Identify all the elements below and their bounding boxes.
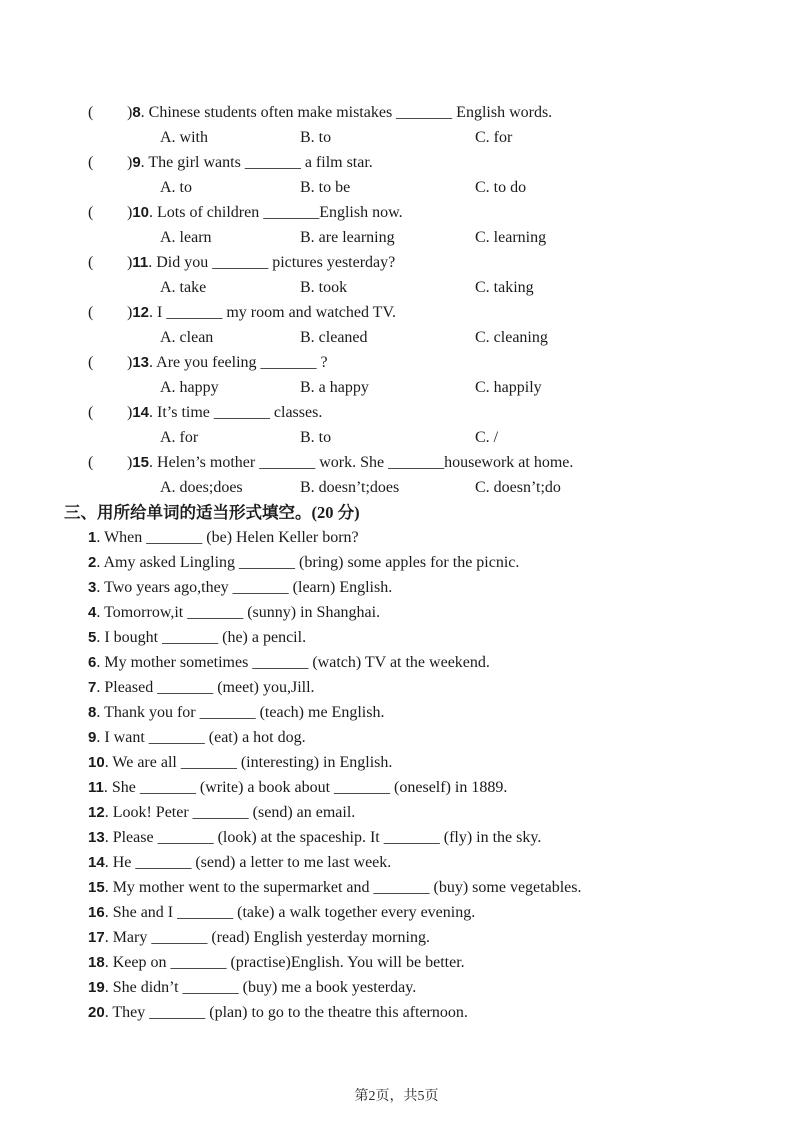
fill-question-7: 7. Pleased _______ (meet) you,Jill. bbox=[88, 679, 315, 696]
fill-question-5: 5. I bought _______ (he) a pencil. bbox=[88, 629, 307, 646]
option-a: A. learn bbox=[160, 229, 212, 246]
question-text: Thank you for _______ (teach) me English. bbox=[104, 704, 385, 721]
question-stem: I _______ my room and watched TV. bbox=[157, 304, 396, 321]
fill-question-19: 19. She didn’t _______ (buy) me a book yesterday. bbox=[88, 979, 417, 996]
option-b: B. took bbox=[300, 279, 348, 296]
question-number: 10 bbox=[132, 204, 150, 221]
question-number: 7 bbox=[88, 679, 97, 696]
answer-bracket-open: ( bbox=[88, 154, 94, 171]
answer-bracket-open: ( bbox=[88, 254, 94, 271]
question-text: He _______ (send) a letter to me last week. bbox=[112, 854, 392, 871]
question-text: She didn’t _______ (buy) me a book yesterday. bbox=[112, 979, 417, 996]
answer-bracket-close: ) bbox=[127, 154, 133, 171]
question-number: 17 bbox=[88, 929, 105, 946]
option-b: B. are learning bbox=[300, 229, 395, 246]
question-number: 19 bbox=[88, 979, 105, 996]
question-number: 20 bbox=[88, 1004, 105, 1021]
option-c: C. cleaning bbox=[475, 329, 548, 346]
option-a: A. happy bbox=[160, 379, 219, 396]
question-number: 1 bbox=[88, 529, 97, 546]
fill-question-13: 13. Please _______ (look) at the spaceship. It _______ (fly) in the sky. bbox=[88, 829, 542, 846]
mcq-question-12: ( )12. I _______ my room and watched TV. bbox=[0, 300, 793, 325]
answer-bracket-close: ) bbox=[127, 104, 133, 121]
question-text: Keep on _______ (practise)English. You will be better. bbox=[112, 954, 465, 971]
question-text: I want _______ (eat) a hot dog. bbox=[104, 729, 306, 746]
mcq-options-9 bbox=[0, 175, 793, 200]
option-a: A. for bbox=[160, 429, 199, 446]
question-text: They _______ (plan) to go to the theatre this afternoon. bbox=[112, 1004, 468, 1021]
question-stem: Lots of children _______English now. bbox=[157, 204, 403, 221]
answer-bracket-open: ( bbox=[88, 354, 94, 371]
question-number: 15 bbox=[88, 879, 105, 896]
fill-question-17: 17. Mary _______ (read) English yesterday morning. bbox=[88, 929, 430, 946]
question-number: 5 bbox=[88, 629, 97, 646]
mcq-options-11 bbox=[0, 275, 793, 300]
question-text: Tomorrow,it _______ (sunny) in Shanghai. bbox=[104, 604, 381, 621]
fill-question-10: 10. We are all _______ (interesting) in English. bbox=[88, 754, 393, 771]
question-stem: Are you feeling _______ ? bbox=[156, 354, 328, 371]
fill-question-20: 20. They _______ (plan) to go to the theatre this afternoon. bbox=[88, 1004, 468, 1021]
mcq-options-13 bbox=[0, 375, 793, 400]
option-a: A. with bbox=[160, 129, 208, 146]
question-text: Look! Peter _______ (send) an email. bbox=[112, 804, 356, 821]
question-number: 9 bbox=[132, 154, 141, 171]
exam-content bbox=[0, 100, 793, 1025]
option-c: C. learning bbox=[475, 229, 547, 246]
fill-question-6: 6. My mother sometimes _______ (watch) TV at the weekend. bbox=[88, 654, 490, 671]
answer-bracket-close: ) bbox=[127, 254, 133, 271]
mcq-question-8: ( )8. Chinese students often make mistakes _______ English words. bbox=[0, 100, 793, 125]
mcq-question-13: ( )13. Are you feeling _______ ? bbox=[0, 350, 793, 375]
mcq-options-15 bbox=[0, 475, 793, 500]
question-number: 15 bbox=[132, 454, 150, 471]
question-text: My mother sometimes _______ (watch) TV at the weekend. bbox=[104, 654, 490, 671]
question-text: My mother went to the supermarket and _______ (buy) some vegetables. bbox=[112, 879, 582, 896]
answer-bracket-open: ( bbox=[88, 204, 94, 221]
answer-bracket-open: ( bbox=[88, 454, 94, 471]
question-number: 3 bbox=[88, 579, 97, 596]
mcq-question-9: ( )9. The girl wants _______ a film star. bbox=[0, 150, 793, 175]
question-number: 8 bbox=[132, 104, 141, 121]
question-text: Please _______ (look) at the spaceship. It _______ (fly) in the sky. bbox=[112, 829, 542, 846]
section-heading: 三、用所给单词的适当形式填空。(20 分) bbox=[64, 503, 360, 522]
question-text: She _______ (write) a book about _______ (oneself) in 1889. bbox=[111, 779, 508, 796]
question-text: When _______ (be) Helen Keller born? bbox=[104, 529, 359, 546]
question-number: 14 bbox=[132, 404, 150, 421]
mcq-options-14 bbox=[0, 425, 793, 450]
question-stem: The girl wants _______ a film star. bbox=[148, 154, 373, 171]
option-c: C. taking bbox=[475, 279, 534, 296]
answer-bracket-open: ( bbox=[88, 104, 94, 121]
mcq-options-10 bbox=[0, 225, 793, 250]
option-c: C. to do bbox=[475, 179, 527, 196]
fill-question-3: 3. Two years ago,they _______ (learn) English. bbox=[88, 579, 393, 596]
question-text: Pleased _______ (meet) you,Jill. bbox=[104, 679, 315, 696]
option-a: A. does;does bbox=[160, 479, 243, 496]
question-text: She and I _______ (take) a walk together every evening. bbox=[112, 904, 476, 921]
fill-question-16: 16. She and I _______ (take) a walk together every evening. bbox=[88, 904, 476, 921]
answer-bracket-close: ) bbox=[127, 204, 133, 221]
option-c: C. happily bbox=[475, 379, 542, 396]
fill-question-15: 15. My mother went to the supermarket and _______ (buy) some vegetables. bbox=[88, 879, 582, 896]
option-b: B. to bbox=[300, 429, 332, 446]
answer-bracket-close: ) bbox=[127, 404, 133, 421]
fill-question-12: 12. Look! Peter _______ (send) an email. bbox=[88, 804, 356, 821]
mcq-question-11: ( )11. Did you _______ pictures yesterday? bbox=[0, 250, 793, 275]
answer-bracket-close: ) bbox=[127, 304, 133, 321]
answer-bracket-close: ) bbox=[127, 454, 133, 471]
option-c: C. for bbox=[475, 129, 513, 146]
fill-question-8: 8. Thank you for _______ (teach) me English. bbox=[88, 704, 385, 721]
fill-question-18: 18. Keep on _______ (practise)English. You will be better. bbox=[88, 954, 465, 971]
question-number: 16 bbox=[88, 904, 105, 921]
question-text: Two years ago,they _______ (learn) English. bbox=[104, 579, 393, 596]
fill-question-9: 9. I want _______ (eat) a hot dog. bbox=[88, 729, 306, 746]
option-c: C. doesn’t;do bbox=[475, 479, 561, 496]
fill-question-1: 1. When _______ (be) Helen Keller born? bbox=[88, 529, 359, 546]
question-number: 2 bbox=[88, 554, 97, 571]
question-number: 12 bbox=[132, 304, 150, 321]
question-stem: Did you _______ pictures yesterday? bbox=[156, 254, 396, 271]
mcq-options-12 bbox=[0, 325, 793, 350]
question-number: 18 bbox=[88, 954, 105, 971]
question-number: 11 bbox=[132, 254, 149, 271]
question-number: 14 bbox=[88, 854, 105, 871]
option-c: C. / bbox=[475, 429, 499, 446]
fill-question-14: 14. He _______ (send) a letter to me last week. bbox=[88, 854, 392, 871]
answer-bracket-open: ( bbox=[88, 304, 94, 321]
question-number: 13 bbox=[88, 829, 105, 846]
option-a: A. clean bbox=[160, 329, 214, 346]
fill-question-2: 2. Amy asked Lingling _______ (bring) some apples for the picnic. bbox=[88, 554, 520, 571]
mcq-question-14: ( )14. It’s time _______ classes. bbox=[0, 400, 793, 425]
question-stem: Chinese students often make mistakes _______ English words. bbox=[148, 104, 553, 121]
question-number: 4 bbox=[88, 604, 97, 621]
question-number: 9 bbox=[88, 729, 97, 746]
question-number: 11 bbox=[88, 779, 104, 796]
question-number: 13 bbox=[132, 354, 150, 371]
question-text: Amy asked Lingling _______ (bring) some apples for the picnic. bbox=[103, 554, 520, 571]
question-number: 8 bbox=[88, 704, 97, 721]
question-number: 10 bbox=[88, 754, 105, 771]
option-a: A. take bbox=[160, 279, 207, 296]
page-footer: 第2页，共5页 bbox=[354, 1089, 439, 1104]
option-b: B. to bbox=[300, 129, 332, 146]
answer-bracket-close: ) bbox=[127, 354, 133, 371]
fill-question-11: 11. She _______ (write) a book about _______ (oneself) in 1889. bbox=[88, 779, 508, 796]
option-b: B. to be bbox=[300, 179, 351, 196]
option-b: B. cleaned bbox=[300, 329, 368, 346]
question-number: 12 bbox=[88, 804, 105, 821]
option-a: A. to bbox=[160, 179, 192, 196]
question-number: 6 bbox=[88, 654, 97, 671]
question-stem: It’s time _______ classes. bbox=[157, 404, 323, 421]
fill-question-4: 4. Tomorrow,it _______ (sunny) in Shanghai. bbox=[88, 604, 381, 621]
question-stem: Helen’s mother _______ work. She _______housework at home. bbox=[157, 454, 574, 471]
question-text: We are all _______ (interesting) in English. bbox=[112, 754, 393, 771]
mcq-options-8 bbox=[0, 125, 793, 150]
question-text: Mary _______ (read) English yesterday morning. bbox=[112, 929, 430, 946]
question-text: I bought _______ (he) a pencil. bbox=[104, 629, 307, 646]
mcq-question-15: ( )15. Helen’s mother _______ work. She _______housework at home. bbox=[0, 450, 793, 475]
mcq-question-10: ( )10. Lots of children _______English now. bbox=[0, 200, 793, 225]
option-b: B. a happy bbox=[300, 379, 369, 396]
option-b: B. doesn’t;does bbox=[300, 479, 400, 496]
answer-bracket-open: ( bbox=[88, 404, 94, 421]
